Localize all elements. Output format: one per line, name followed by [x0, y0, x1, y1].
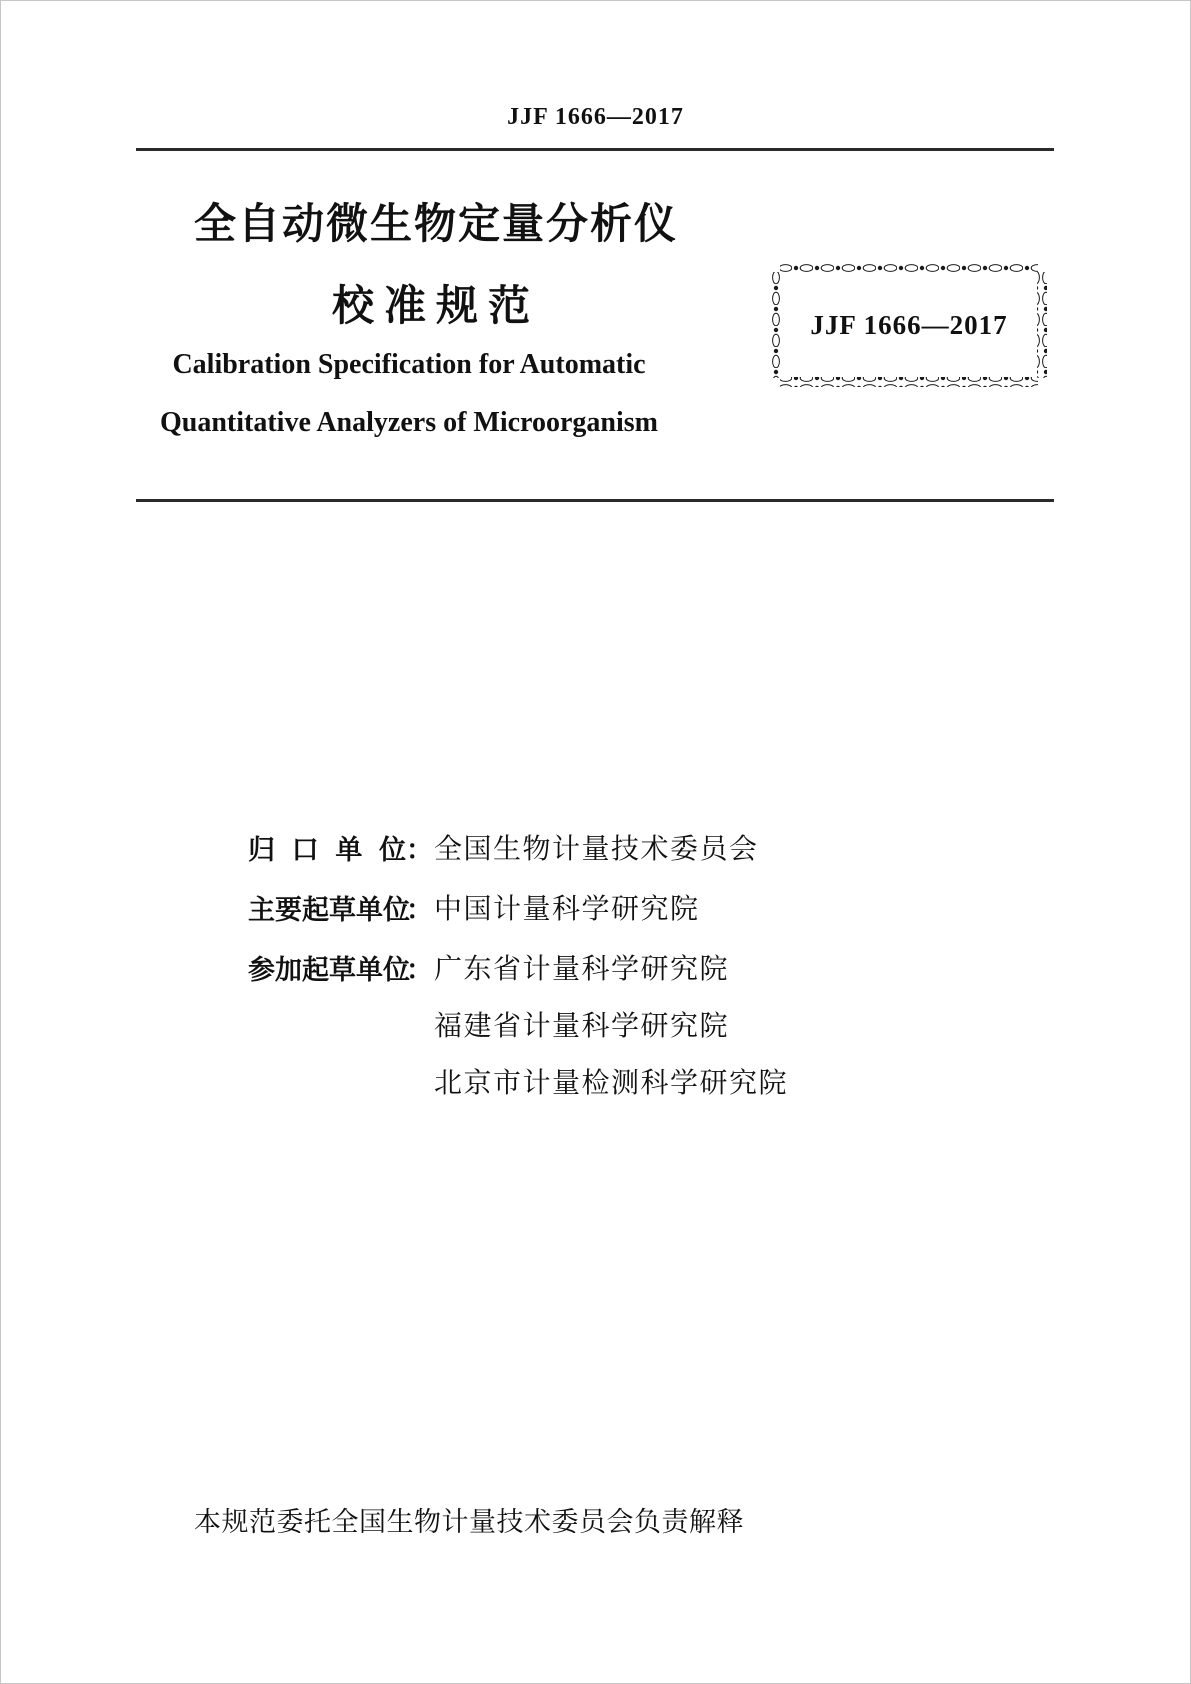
org-row-centralized-unit: [248, 827, 759, 867]
header-rule: [136, 148, 1054, 151]
org-value: 全国生物计量技术委员会: [434, 834, 759, 865]
org-value: 中国计量科学研究院: [434, 894, 700, 925]
org-row-main-drafting-unit: [248, 887, 700, 927]
org-label: 归口单位: [248, 835, 406, 865]
doc-title-cn-line1: 全自动微生物定量分析仪: [193, 200, 678, 247]
org-row-participating-unit-2: [248, 1004, 729, 1044]
org-row-participating-unit-3: [248, 1061, 788, 1101]
doc-title-cn-line2: 校准规范: [331, 282, 540, 329]
doc-title-en-line2: Quantitative Analyzers of Microorganism: [160, 407, 658, 438]
org-colon: ：: [406, 835, 433, 865]
header-doc-number: JJF 1666—2017: [507, 104, 684, 130]
org-colon: ：: [406, 955, 433, 985]
org-label: 参加起草单位: [248, 955, 410, 985]
badge-doc-number: JJF 1666—2017: [810, 309, 1008, 340]
org-label: 主要起草单位: [248, 895, 410, 925]
org-value: 北京市计量检测科学研究院: [434, 1068, 789, 1099]
title-block-rule: [136, 499, 1054, 502]
doc-number-badge: [771, 263, 1047, 387]
org-row-participating-unit: [248, 947, 729, 987]
footer-note: 本规范委托全国生物计量技术委员会负责解释: [194, 1507, 744, 1537]
org-value: 福建省计量科学研究院: [434, 1011, 730, 1042]
org-colon: ：: [406, 895, 433, 925]
org-value: 广东省计量科学研究院: [434, 954, 730, 985]
doc-title-en-line1: Calibration Specification for Automatic: [172, 349, 646, 380]
